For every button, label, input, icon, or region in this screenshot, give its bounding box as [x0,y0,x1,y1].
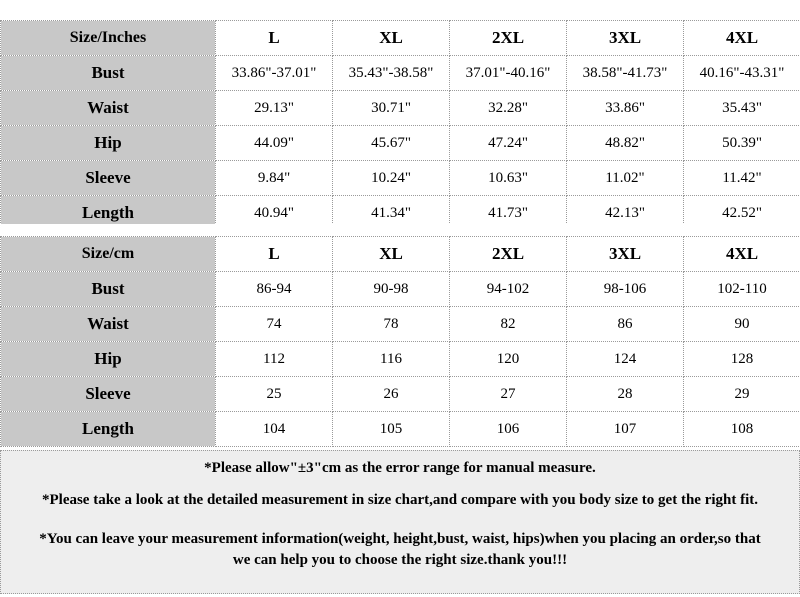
table-cell: 98-106 [567,272,684,307]
order-info-note-line2: we can help you to choose the right size.thank you!!! [232,552,568,568]
table-cell: 11.02" [567,161,684,196]
row-label: Sleeve [1,377,216,412]
table-cell: 28 [567,377,684,412]
row-label: Waist [1,307,216,342]
measurement-notes [0,450,800,594]
table-cell: 104 [216,412,333,447]
size-header-2xl: 2XL [450,21,567,56]
table-cell: 90 [684,307,800,342]
table-row [1,56,800,91]
row-label: Length [1,412,216,447]
row-label: Bust [1,272,216,307]
table-cell: 106 [450,412,567,447]
table-row [1,91,800,126]
table-cell: 35.43"-38.58" [333,56,450,91]
table-cell: 29.13" [216,91,333,126]
table-cell: 35.43" [684,91,800,126]
table-row [1,272,800,307]
table-row [1,377,800,412]
table-row [1,126,800,161]
size-header-l: L [216,237,333,272]
table-cell: 33.86" [567,91,684,126]
inches-size-table [0,20,800,231]
table-cell: 90-98 [333,272,450,307]
table-cell: 112 [216,342,333,377]
table-header-row [1,237,800,272]
table-cell: 116 [333,342,450,377]
table-cell: 128 [684,342,800,377]
table-cell: 41.34" [333,196,450,231]
table-cell: 120 [450,342,567,377]
table-header-row [1,21,800,56]
table-separator [0,224,800,236]
table-cell: 42.52" [684,196,800,231]
table-cell: 78 [333,307,450,342]
table-row [1,307,800,342]
row-label: Length [1,196,216,231]
row-label: Hip [1,342,216,377]
size-header-2xl: 2XL [450,237,567,272]
header-label-cell: Size/cm [1,237,216,272]
size-header-3xl: 3XL [567,237,684,272]
table-row [1,161,800,196]
size-header-l: L [216,21,333,56]
size-chart-note: *Please take a look at the detailed measurement in size chart,and compare with you body size to get the right fit. [41,492,759,508]
table-cell: 86 [567,307,684,342]
table-cell: 45.67" [333,126,450,161]
table-cell: 38.58"-41.73" [567,56,684,91]
header-label-cell: Size/Inches [1,21,216,56]
size-header-4xl: 4XL [684,237,800,272]
size-header-xl: XL [333,237,450,272]
table-cell: 40.16"-43.31" [684,56,800,91]
row-label: Bust [1,56,216,91]
table-cell: 86-94 [216,272,333,307]
order-info-note [1,529,799,571]
table-cell: 9.84" [216,161,333,196]
table-cell: 94-102 [450,272,567,307]
table-cell: 124 [567,342,684,377]
table-cell: 10.24" [333,161,450,196]
row-label: Sleeve [1,161,216,196]
error-range-note: *Please allow"±3"cm as the error range for manual measure. [204,460,596,476]
table-cell: 37.01"-40.16" [450,56,567,91]
order-info-note-line1: *You can leave your measurement information(weight, height,bust, waist, hips)when you placing an order,so that [39,531,761,547]
table-cell: 25 [216,377,333,412]
table-cell: 32.28" [450,91,567,126]
size-header-3xl: 3XL [567,21,684,56]
row-label: Waist [1,91,216,126]
table-row [1,412,800,447]
table-cell: 33.86"-37.01" [216,56,333,91]
table-cell: 82 [450,307,567,342]
table-cell: 105 [333,412,450,447]
table-cell: 42.13" [567,196,684,231]
table-cell: 47.24" [450,126,567,161]
table-cell: 11.42" [684,161,800,196]
row-label: Hip [1,126,216,161]
table-cell: 29 [684,377,800,412]
table-cell: 102-110 [684,272,800,307]
table-cell: 10.63" [450,161,567,196]
table-row [1,342,800,377]
size-header-xl: XL [333,21,450,56]
table-cell: 107 [567,412,684,447]
table-cell: 40.94" [216,196,333,231]
table-cell: 27 [450,377,567,412]
table-cell: 30.71" [333,91,450,126]
cm-size-table [0,236,800,447]
table-cell: 48.82" [567,126,684,161]
size-header-4xl: 4XL [684,21,800,56]
table-cell: 74 [216,307,333,342]
table-cell: 50.39" [684,126,800,161]
table-cell: 108 [684,412,800,447]
table-cell: 44.09" [216,126,333,161]
table-cell: 26 [333,377,450,412]
table-cell: 41.73" [450,196,567,231]
